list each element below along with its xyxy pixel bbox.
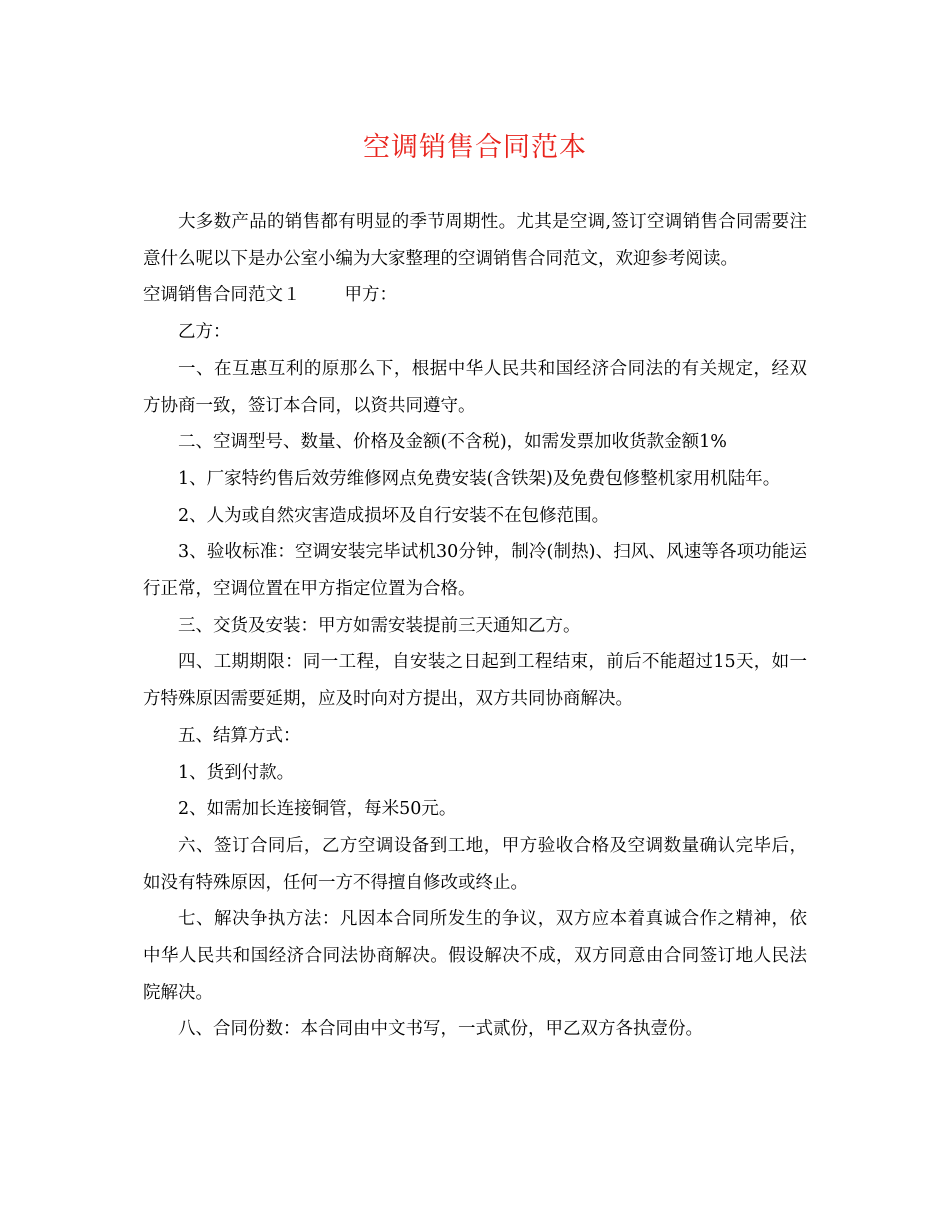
clause-2-item-1: 1、厂家特约售后效劳维修网点免费安装(含铁架)及免费包修整机家用机陆年。 — [178, 468, 781, 489]
clause-4: 四、工期期限：同一工程，自安装之日起到工程结束，前后不能超过15天，如一方特殊原因需要延期，应及时向对方提出，双方共同协商解决。 — [143, 652, 807, 710]
sample-heading-line — [143, 277, 807, 314]
clause-7: 七、解决争执方法：凡因本合同所发生的争议，双方应本着真诚合作之精神，依中华人民共和国经济合同法协商解决。假设解决不成，双方同意由合同签订地人民法院解决。 — [143, 909, 807, 1003]
clause-2-item-2: 2、人为或自然灾害造成损坏及自行安装不在包修范围。 — [178, 505, 610, 526]
intro-paragraph: 大多数产品的销售都有明显的季节周期性。尤其是空调,签订空调销售合同需要注意什么呢以下是办公室小编为大家整理的空调销售合同范文，欢迎参考阅读。 — [143, 212, 807, 269]
party-a-label: 甲方： — [344, 285, 397, 306]
clause-5-item-1: 1、货到付款。 — [178, 762, 295, 783]
clause-5: 五、结算方式： — [178, 725, 301, 746]
party-b-label: 乙方： — [178, 322, 231, 343]
clause-2-item-3: 3、验收标准：空调安装完毕试机30分钟，制冷(制热)、扫风、风速等各项功能运行正常，空调位置在甲方指定位置为合格。 — [143, 542, 807, 600]
clause-1: 一、在互惠互利的原那么下，根据中华人民共和国经济合同法的有关规定，经双方协商一致，签订本合同，以资共同遵守。 — [143, 358, 807, 416]
clause-2: 二、空调型号、数量、价格及金额(不含税)，如需发票加收货款金额1% — [178, 432, 727, 453]
document-body — [143, 204, 807, 1048]
clause-3: 三、交货及安装：甲方如需安装提前三天通知乙方。 — [178, 615, 581, 636]
clause-5-item-2: 2、如需加长连接铜管，每米50元。 — [178, 799, 457, 820]
sample-heading: 空调销售合同范文１ — [143, 285, 301, 306]
clause-8: 八、合同份数：本合同由中文书写，一式贰份，甲乙双方各执壹份。 — [178, 1019, 703, 1040]
document-title: 空调销售合同范本 — [363, 132, 587, 163]
clause-6: 六、签订合同后，乙方空调设备到工地，甲方验收合格及空调数量确认完毕后，如没有特殊原因，任何一方不得擅自修改或终止。 — [143, 835, 807, 893]
